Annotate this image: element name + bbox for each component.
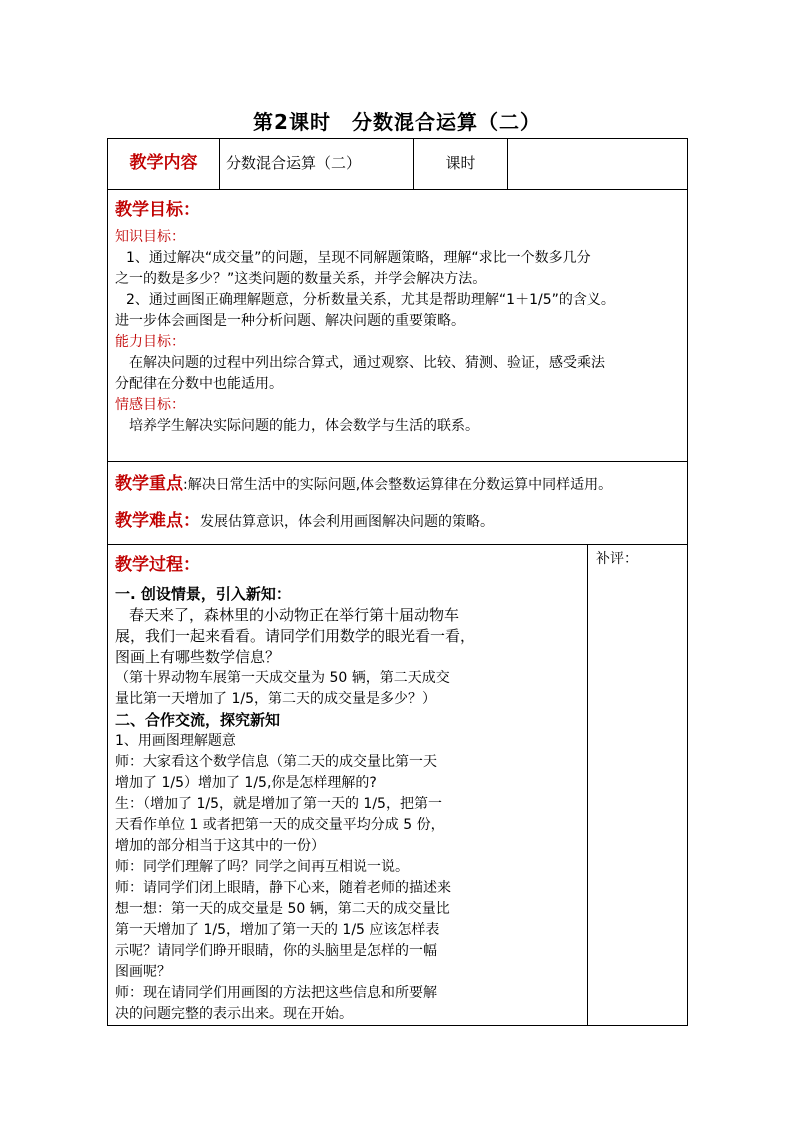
lesson-plan-table bbox=[107, 138, 688, 1026]
content-label: 教学内容 bbox=[129, 153, 198, 173]
section2-line-10: 第一天增加了 1/5，增加了第一天的 1/5 应该怎样表 bbox=[115, 922, 440, 938]
focus-label: 教学重点 bbox=[115, 474, 183, 494]
section2-line-9: 想一想：第一天的成交量是 50 辆，第二天的成交量比 bbox=[115, 901, 450, 917]
section2-line-1: 1、用画图理解题意 bbox=[115, 733, 236, 749]
period-label-cell bbox=[414, 139, 508, 190]
section1-line-4: （第十界动物车展第一天成交量为 50 辆，第二天成交 bbox=[115, 670, 450, 686]
content-row bbox=[108, 139, 688, 190]
section2-line-6: 增加的部分相当于这其中的一份） bbox=[115, 838, 325, 854]
section2-line-2: 师：大家看这个数学信息（第二天的成交量比第一天 bbox=[115, 754, 437, 770]
section2-line-3: 增加了 1/5）增加了 1/5,你是怎样理解的? bbox=[115, 775, 377, 791]
content-label-cell bbox=[108, 139, 220, 190]
ability-line-1: 在解决问题的过程中列出综合算式，通过观察、比较、猜测、验证，感受乘法 bbox=[129, 355, 605, 371]
knowledge-line-2: 之一的数是多少？”这类问题的数量关系，并学会解决方法。 bbox=[115, 271, 487, 287]
focus-line bbox=[115, 472, 683, 497]
section2-line-5: 天看作单位 1 或者把第一天的成交量平均分成 5 份， bbox=[115, 817, 445, 833]
section1-line-2: 展，我们一起来看看。请同学们用数学的眼光看一看， bbox=[115, 627, 476, 645]
ability-line-2: 分配律在分数中也能适用。 bbox=[115, 376, 283, 392]
process-heading: 教学过程： bbox=[115, 555, 200, 575]
section2-line-7: 师：同学们理解了吗？同学之间再互相说一说。 bbox=[115, 859, 409, 875]
comment-label: 补评： bbox=[596, 551, 638, 567]
period-value-cell bbox=[508, 139, 688, 190]
emotion-label: 情感目标： bbox=[115, 397, 185, 413]
emotion-line-1: 培养学生解决实际问题的能力，体会数学与生活的联系。 bbox=[129, 418, 479, 434]
section2-line-8: 师：请同学们闭上眼睛，静下心来，随着老师的描述来 bbox=[115, 880, 451, 896]
section1-line-5: 量比第一天增加了 1/5，第二天的成交量是多少？） bbox=[115, 691, 436, 707]
section1-title: 一. 创设情景，引入新知： bbox=[115, 585, 291, 603]
knowledge-line-3: 2、通过画图正确理解题意，分析数量关系，尤其是帮助理解“1＋1/5”的含义。 bbox=[126, 292, 615, 308]
process-cell bbox=[108, 545, 588, 1026]
objectives-heading: 教学目标： bbox=[115, 200, 200, 220]
section2-line-13: 师：现在请同学们用画图的方法把这些信息和所要解 bbox=[115, 985, 437, 1001]
section2-line-12: 图画呢？ bbox=[115, 964, 171, 980]
comment-cell bbox=[588, 545, 688, 1026]
section2-line-4: 生：（增加了 1/5，就是增加了第一天的 1/5，把第一 bbox=[115, 796, 442, 812]
content-value-cell bbox=[220, 139, 414, 190]
difficulty-line bbox=[115, 509, 683, 534]
difficulty-label: 教学难点： bbox=[115, 511, 200, 531]
section2-line-11: 示呢？请同学们睁开眼睛，你的头脑里是怎样的一幅 bbox=[115, 943, 437, 959]
key-points-row bbox=[108, 462, 688, 545]
section1-line-3: 图画上有哪些数学信息？ bbox=[115, 648, 281, 666]
knowledge-line-4: 进一步体会画图是一种分析问题、解决问题的重要策略。 bbox=[115, 313, 465, 329]
objectives-row bbox=[108, 190, 688, 462]
knowledge-line-1: 1、通过解决“成交量”的问题，呈现不同解题策略，理解“求比一个数多几分 bbox=[126, 250, 591, 266]
section2-title: 二、合作交流，探究新知 bbox=[115, 711, 281, 729]
page-title: 第2课时 分数混合运算（二） bbox=[253, 110, 541, 134]
focus-text: :解决日常生活中的实际问题,体会整数运算律在分数运算中同样适用。 bbox=[183, 477, 613, 493]
objectives-cell bbox=[108, 190, 688, 462]
ability-label: 能力目标： bbox=[115, 334, 185, 350]
section1-line-1: 春天来了，森林里的小动物正在举行第十届动物车 bbox=[129, 606, 460, 624]
period-label: 课时 bbox=[445, 154, 476, 172]
difficulty-text: 发展估算意识，体会利用画图解决问题的策略。 bbox=[200, 514, 494, 530]
key-points-cell bbox=[108, 462, 688, 545]
content-value: 分数混合运算（二） bbox=[226, 154, 362, 172]
knowledge-label: 知识目标： bbox=[115, 229, 185, 245]
section2-line-14: 决的问题完整的表示出来。现在开始。 bbox=[115, 1006, 353, 1022]
process-row bbox=[108, 545, 688, 1026]
